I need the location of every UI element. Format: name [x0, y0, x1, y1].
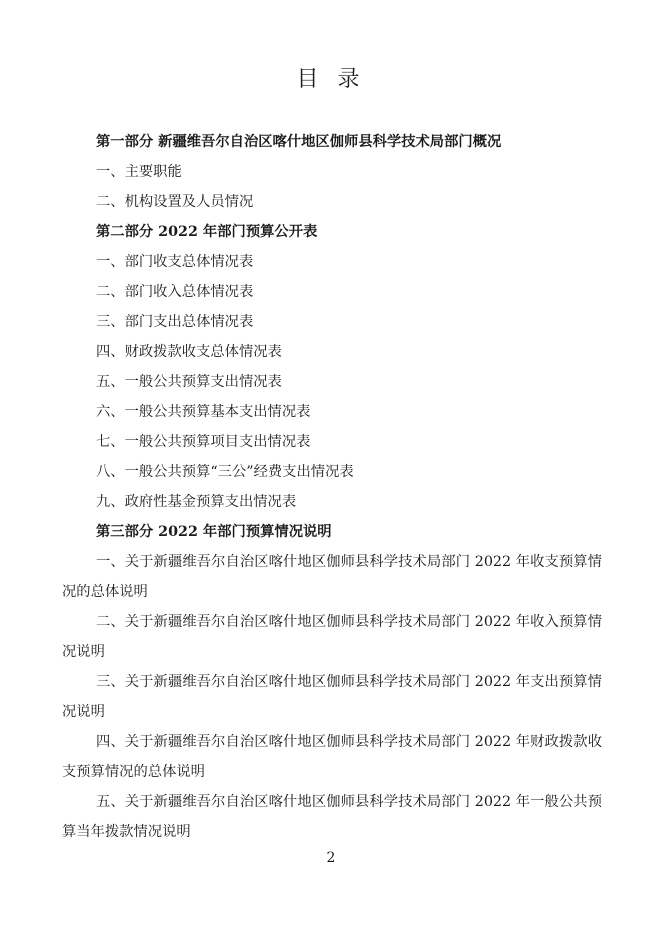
- toc-item: 八、一般公共预算“三公”经费支出情况表: [96, 464, 354, 480]
- toc-item: 一、部门收支总体情况表: [96, 254, 254, 270]
- toc-item: 九、政府性基金预算支出情况表: [96, 494, 297, 510]
- toc-item: 四、关于新疆维吾尔自治区喀什地区伽师县科学技术局部门 2022 年财政拨款收支预算情况的总体说明: [62, 734, 602, 780]
- page-title: 目 录: [296, 67, 366, 92]
- toc-item: 二、机构设置及人员情况: [96, 194, 254, 210]
- toc-item: 五、关于新疆维吾尔自治区喀什地区伽师县科学技术局部门 2022 年一般公共预算当年拨款情况说明: [62, 794, 602, 840]
- toc-item: 三、关于新疆维吾尔自治区喀什地区伽师县科学技术局部门 2022 年支出预算情况说明: [62, 674, 602, 720]
- toc-part2-heading: 第二部分 2022 年部门预算公开表: [96, 224, 318, 240]
- toc-part3-heading: 第三部分 2022 年部门预算情况说明: [96, 524, 332, 540]
- toc-item: 六、一般公共预算基本支出情况表: [96, 404, 311, 420]
- toc-item: 四、财政拨款收支总体情况表: [96, 344, 282, 360]
- page-number: 2: [326, 850, 336, 866]
- toc-item: 五、一般公共预算支出情况表: [96, 374, 282, 390]
- toc-item: 二、关于新疆维吾尔自治区喀什地区伽师县科学技术局部门 2022 年收入预算情况说明: [62, 614, 602, 660]
- toc-item: 二、部门收入总体情况表: [96, 284, 254, 300]
- toc-item: 七、一般公共预算项目支出情况表: [96, 434, 311, 450]
- toc-item: 一、主要职能: [96, 164, 182, 180]
- toc-item: 三、部门支出总体情况表: [96, 314, 254, 330]
- toc-part1-heading: 第一部分 新疆维吾尔自治区喀什地区伽师县科学技术局部门概况: [96, 134, 502, 150]
- toc-item: 一、关于新疆维吾尔自治区喀什地区伽师县科学技术局部门 2022 年收支预算情况的总体说明: [62, 554, 602, 600]
